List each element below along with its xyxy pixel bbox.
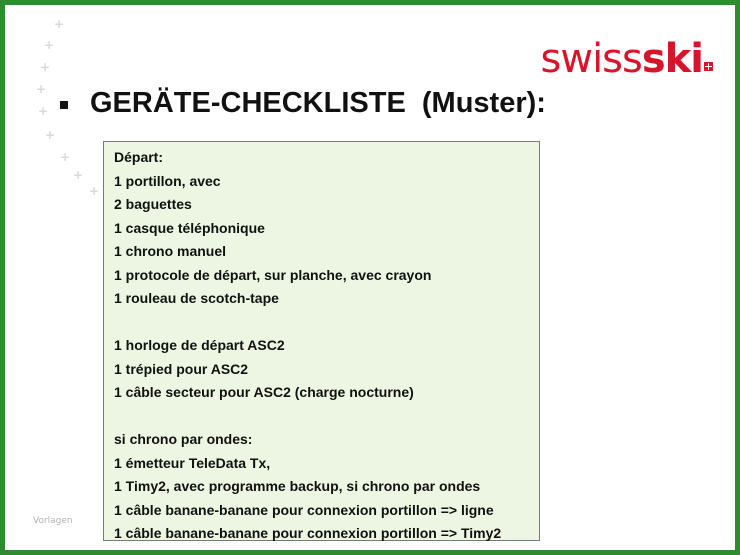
checklist-item: 1 rouleau de scotch-tape — [114, 290, 279, 306]
plus-cross-icon: + — [38, 104, 49, 118]
checklist-spacer — [114, 405, 539, 429]
checklist-heading-depart: Départ: — [114, 149, 164, 165]
checklist-item: 2 baguettes — [114, 196, 192, 212]
logo-text-swiss: swiss — [540, 36, 642, 82]
checklist-heading-ondes: si chrono par ondes: — [114, 431, 253, 447]
checklist-item: 1 trépied pour ASC2 — [114, 360, 249, 377]
plus-cross-icon: + — [44, 38, 55, 52]
checklist-box — [103, 141, 540, 541]
logo-text-ski: ski — [641, 36, 703, 82]
checklist-item: 1 câble secteur pour ASC2 (charge nocturne) — [114, 384, 414, 400]
checklist-item: 1 émetteur TeleData Tx, — [114, 454, 271, 471]
plus-cross-icon: + — [40, 60, 51, 74]
checklist-item: 1 Timy2, avec programme backup, si chrono par ondes — [114, 478, 481, 494]
square-bullet-icon — [60, 101, 68, 109]
checklist-item: 1 horloge de départ ASC2 — [114, 337, 285, 353]
plus-cross-icon: + — [54, 17, 65, 31]
checklist-item: 1 chrono manuel — [114, 243, 227, 259]
checklist-item: 1 câble banane-banane pour connexion portillon => ligne — [114, 501, 494, 518]
plus-cross-icon: + — [36, 82, 47, 96]
checklist-item: 1 portillon, avec — [114, 172, 221, 189]
plus-cross-icon: + — [73, 168, 84, 182]
checklist-item: 1 câble banane-banane pour connexion portillon => Timy2 — [114, 525, 502, 541]
checklist-item: 1 casque téléphonique — [114, 219, 265, 236]
swiss-flag-icon — [704, 62, 713, 71]
title-row — [60, 87, 546, 120]
checklist-spacer — [114, 311, 539, 335]
watermark-text: Vorlagen — [33, 516, 73, 526]
plus-cross-icon: + — [89, 184, 100, 198]
plus-cross-icon: + — [45, 128, 56, 142]
page-title: GERÄTE-CHECKLISTE (Muster): — [90, 87, 546, 119]
swissski-logo — [541, 27, 713, 81]
plus-cross-icon: + — [60, 150, 71, 164]
checklist-item: 1 protocole de départ, sur planche, avec crayon — [114, 266, 432, 283]
